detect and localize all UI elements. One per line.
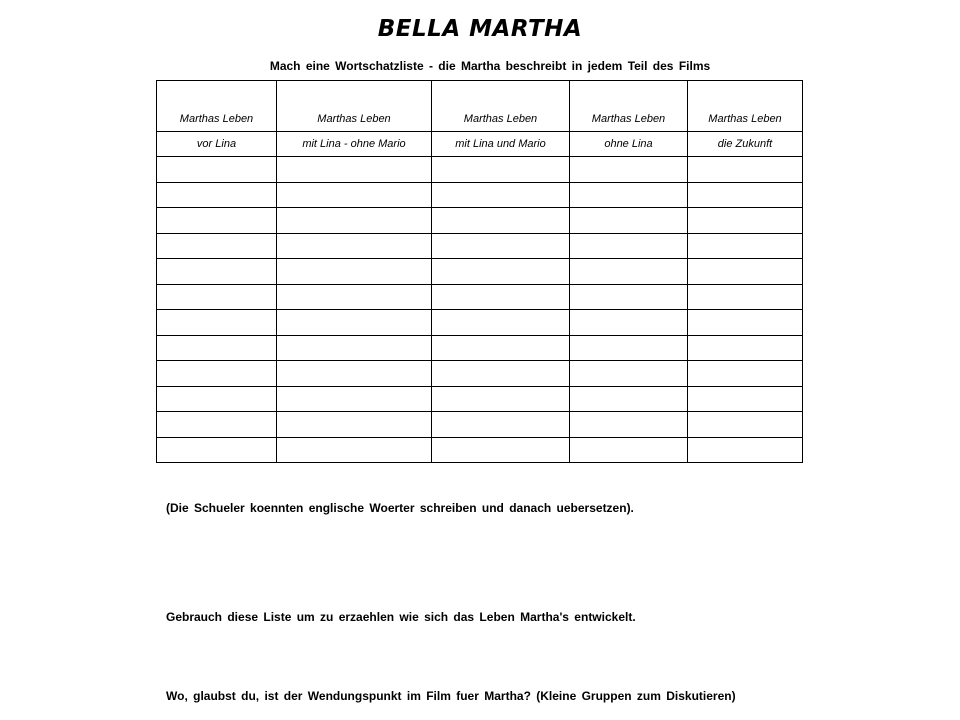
table-cell[interactable] bbox=[570, 182, 688, 208]
table-cell[interactable] bbox=[277, 157, 432, 183]
table-cell[interactable] bbox=[157, 310, 277, 336]
page-subtitle: Mach eine Wortschatzliste - die Martha beschreibt in jedem Teil des Films bbox=[269, 59, 711, 73]
column-header: Marthas Leben bbox=[688, 81, 803, 132]
table-cell[interactable] bbox=[432, 437, 570, 462]
table-cell[interactable] bbox=[157, 412, 277, 438]
column-subheader: vor Lina bbox=[157, 132, 277, 157]
table-row bbox=[157, 233, 803, 259]
table-cell[interactable] bbox=[432, 259, 570, 285]
column-subheader: die Zukunft bbox=[688, 132, 803, 157]
table-cell[interactable] bbox=[277, 386, 432, 412]
table-cell[interactable] bbox=[688, 386, 803, 412]
table-header-row bbox=[157, 81, 803, 132]
table-cell[interactable] bbox=[157, 157, 277, 183]
table-cell[interactable] bbox=[277, 310, 432, 336]
table-cell[interactable] bbox=[277, 208, 432, 234]
table-row bbox=[157, 208, 803, 234]
table-cell[interactable] bbox=[570, 437, 688, 462]
table-cell[interactable] bbox=[432, 157, 570, 183]
table-cell[interactable] bbox=[432, 335, 570, 361]
table-cell[interactable] bbox=[277, 361, 432, 387]
table-cell[interactable] bbox=[570, 233, 688, 259]
table-cell[interactable] bbox=[570, 335, 688, 361]
column-header: Marthas Leben bbox=[157, 81, 277, 132]
table-cell[interactable] bbox=[277, 412, 432, 438]
table-cell[interactable] bbox=[432, 386, 570, 412]
table-subheader-row bbox=[157, 132, 803, 157]
table-cell[interactable] bbox=[157, 284, 277, 310]
instruction-note-narrate: Gebrauch diese Liste um zu erzaehlen wie sich das Leben Martha's entwickelt. bbox=[166, 610, 636, 624]
table-cell[interactable] bbox=[157, 335, 277, 361]
table-cell[interactable] bbox=[570, 310, 688, 336]
table-cell[interactable] bbox=[277, 233, 432, 259]
instruction-note-discussion: Wo, glaubst du, ist der Wendungspunkt im Film fuer Martha? (Kleine Gruppen zum Diskutieren) bbox=[166, 689, 736, 703]
table-cell[interactable] bbox=[157, 182, 277, 208]
table-cell[interactable] bbox=[277, 335, 432, 361]
table-cell[interactable] bbox=[432, 233, 570, 259]
table-cell[interactable] bbox=[570, 157, 688, 183]
table-row bbox=[157, 310, 803, 336]
table-cell[interactable] bbox=[688, 233, 803, 259]
column-header: Marthas Leben bbox=[570, 81, 688, 132]
column-subheader: mit Lina - ohne Mario bbox=[277, 132, 432, 157]
empty-rows-body bbox=[157, 157, 803, 463]
table-cell[interactable] bbox=[688, 208, 803, 234]
table-cell[interactable] bbox=[157, 233, 277, 259]
table-cell[interactable] bbox=[570, 361, 688, 387]
table-cell[interactable] bbox=[688, 335, 803, 361]
table-cell[interactable] bbox=[432, 412, 570, 438]
table-cell[interactable] bbox=[277, 259, 432, 285]
column-header: Marthas Leben bbox=[432, 81, 570, 132]
table-cell[interactable] bbox=[432, 208, 570, 234]
table-cell[interactable] bbox=[277, 437, 432, 462]
column-header: Marthas Leben bbox=[277, 81, 432, 132]
table-cell[interactable] bbox=[277, 284, 432, 310]
table-row bbox=[157, 412, 803, 438]
table-cell[interactable] bbox=[157, 386, 277, 412]
table-row bbox=[157, 437, 803, 462]
table-cell[interactable] bbox=[277, 182, 432, 208]
table-row bbox=[157, 157, 803, 183]
table-row bbox=[157, 335, 803, 361]
table-row bbox=[157, 361, 803, 387]
table-cell[interactable] bbox=[157, 437, 277, 462]
table-cell[interactable] bbox=[688, 310, 803, 336]
table-cell[interactable] bbox=[570, 412, 688, 438]
column-subheader: mit Lina und Mario bbox=[432, 132, 570, 157]
column-subheader: ohne Lina bbox=[570, 132, 688, 157]
table-cell[interactable] bbox=[688, 157, 803, 183]
vocabulary-table bbox=[156, 80, 803, 463]
table-cell[interactable] bbox=[157, 208, 277, 234]
table-cell[interactable] bbox=[688, 412, 803, 438]
table-cell[interactable] bbox=[688, 182, 803, 208]
table-cell[interactable] bbox=[157, 361, 277, 387]
table-cell[interactable] bbox=[570, 386, 688, 412]
table-cell[interactable] bbox=[157, 259, 277, 285]
table-cell[interactable] bbox=[432, 310, 570, 336]
table-cell[interactable] bbox=[432, 182, 570, 208]
table-row bbox=[157, 182, 803, 208]
table-row bbox=[157, 386, 803, 412]
table-row bbox=[157, 259, 803, 285]
table-cell[interactable] bbox=[432, 284, 570, 310]
table-row bbox=[157, 284, 803, 310]
table-cell[interactable] bbox=[688, 259, 803, 285]
table-cell[interactable] bbox=[688, 284, 803, 310]
table-cell[interactable] bbox=[570, 259, 688, 285]
table-cell[interactable] bbox=[688, 437, 803, 462]
table-cell[interactable] bbox=[570, 208, 688, 234]
table-cell[interactable] bbox=[570, 284, 688, 310]
table-cell[interactable] bbox=[688, 361, 803, 387]
page-title: BELLA MARTHA bbox=[377, 16, 583, 42]
instruction-note-translate: (Die Schueler koennten englische Woerter schreiben und danach uebersetzen). bbox=[166, 501, 634, 515]
table-cell[interactable] bbox=[432, 361, 570, 387]
